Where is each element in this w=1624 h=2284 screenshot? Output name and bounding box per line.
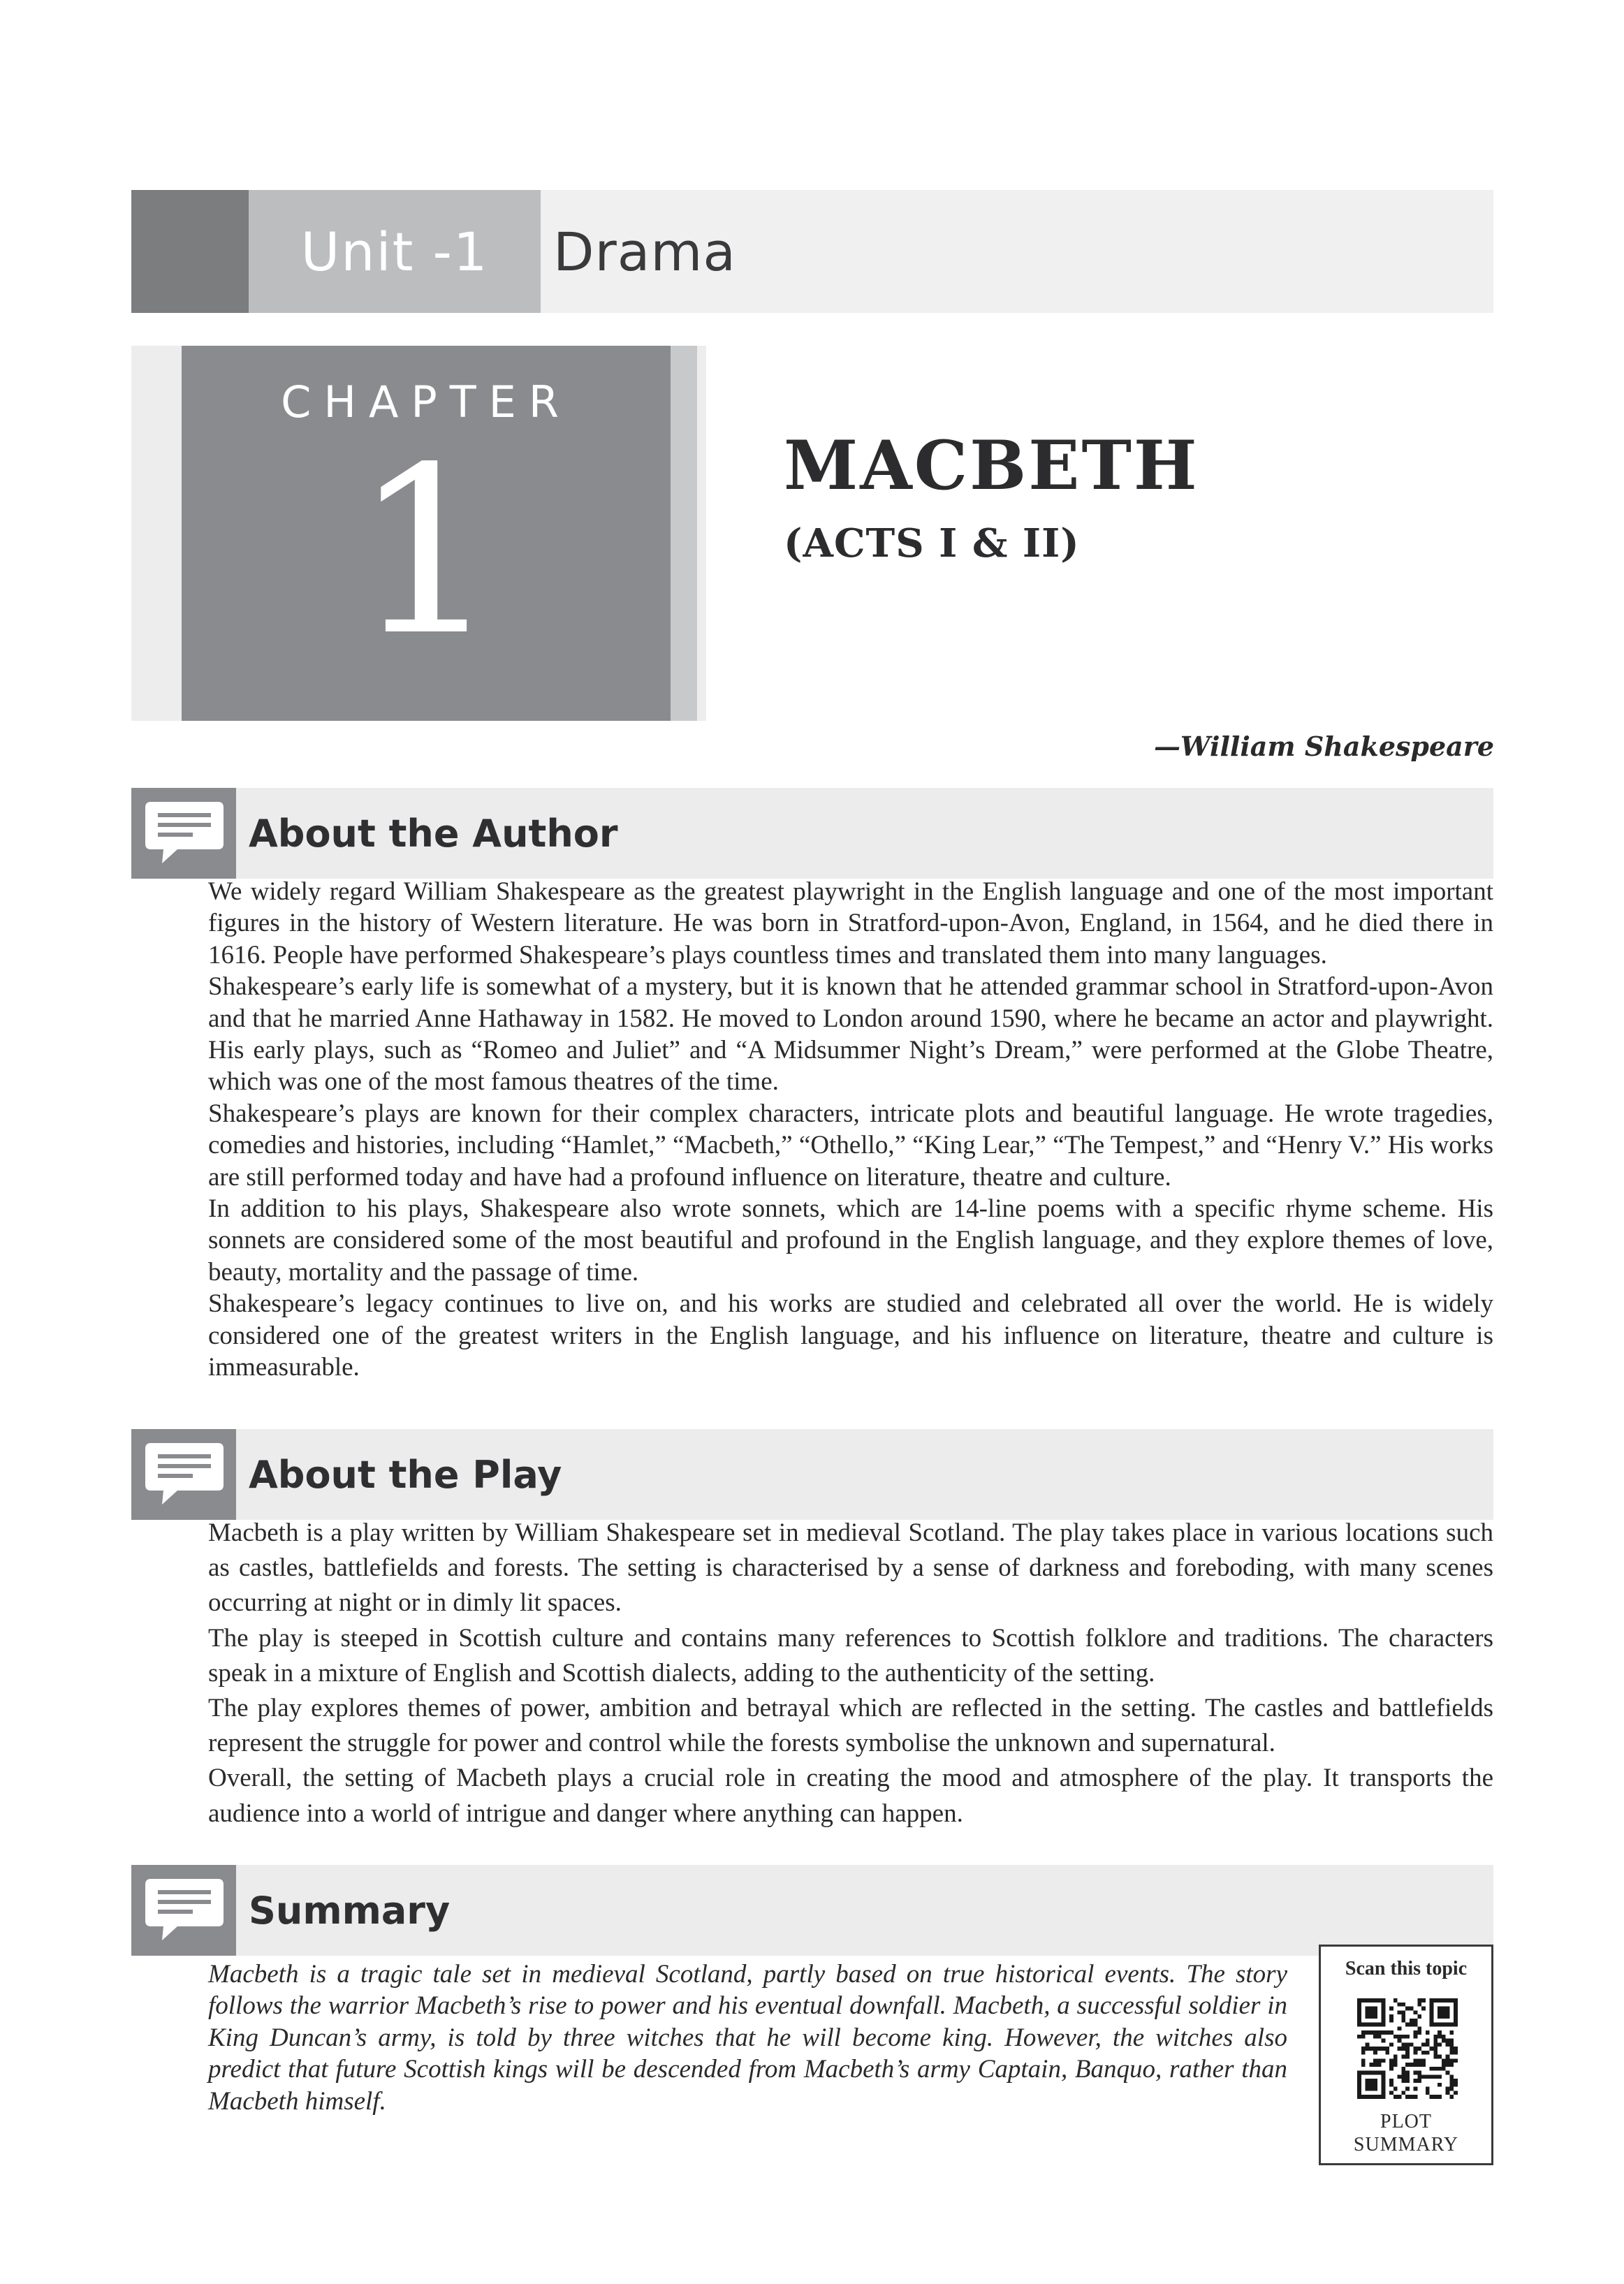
qr-label-line2: SUMMARY [1353, 2134, 1459, 2155]
qr-caption: Scan this topic [1345, 1958, 1468, 1979]
author-credit: —William Shakespeare [1154, 731, 1494, 762]
unit-subject: Drama [553, 220, 736, 283]
section-header-summary [131, 1865, 1493, 1956]
play-paragraph: Overall, the setting of Macbeth plays a crucial role in creating the mood and atmosphere of the play. It transports the audience into a world of intrigue and danger where anything can happen. [208, 1764, 1493, 1828]
speech-bubble-icon [144, 800, 225, 866]
author-paragraph: We widely regard William Shakespeare as the greatest playwright in the English language and one of the most important figures in the history of Western literature. He was born in Stratford-upon-Avon, England, in 1564, and he died there in 1616. People have performed Shakespeare’s plays countless times and translated them into many languages. [208, 877, 1493, 969]
section-title-play: About the Play [249, 1452, 562, 1497]
play-paragraph: Macbeth is a play written by William Shakespeare set in medieval Scotland. The play takes place in various locations such as castles, battlefields and forests. The setting is characterised by a sense of darkness and foreboding, with many scenes occurring at night or in dimly lit spaces. [208, 1518, 1493, 1618]
author-body [208, 876, 1493, 1384]
play-subtitle: (ACTS I & II) [784, 520, 1080, 566]
chapter-strip [671, 346, 697, 721]
chapter-word: CHAPTER [281, 376, 571, 427]
chapter-panel [182, 346, 671, 721]
play-paragraph: The play is steeped in Scottish culture and contains many references to Scottish folklore and traditions. The characters speak in a mixture of English and Scottish dialects, adding to the authenticity of the setting. [208, 1623, 1493, 1688]
qr-label [1321, 2110, 1491, 2156]
play-body [208, 1516, 1493, 1831]
unit-subject-box [541, 190, 1493, 313]
play-paragraph: The play explores themes of power, ambition and betrayal which are reflected in the setting. The castles and battlefields represent the struggle for power and control while the forests symbolise the unknown and supernatural. [208, 1694, 1493, 1758]
unit-label-box [249, 190, 541, 313]
section-title-summary: Summary [249, 1888, 451, 1933]
speech-bubble-icon-box [131, 1865, 236, 1956]
speech-bubble-icon [144, 1442, 225, 1507]
chapter-block [131, 346, 706, 721]
author-paragraph: In addition to his plays, Shakespeare also wrote sonnets, which are 14-line poems with a specific rhyme scheme. His sonnets are considered some of the most beautiful and profound in the English language, and they explore themes of love, beauty, mortality and the passage of time. [208, 1194, 1493, 1287]
section-header-author [131, 788, 1493, 879]
play-title: MACBETH [784, 426, 1199, 505]
speech-bubble-icon-box [131, 788, 236, 879]
qr-label-line1: PLOT [1380, 2111, 1432, 2132]
author-paragraph: Shakespeare’s early life is somewhat of a mystery, but it is known that he attended grammar school in Stratford-upon-Avon and that he married Anne Hathaway in 1582. He moved to London around 1590, where he became an actor and playwright. His early plays, such as “Romeo and Juliet” and “A Midsummer Night’s Dream,” were performed at the Globe Theatre, which was one of the most famous theatres of the time. [208, 972, 1493, 1097]
summary-body: Macbeth is a tragic tale set in medieval Scotland, partly based on true historical events. The story follows the warrior Macbeth’s rise to power and his eventual downfall. Macbeth, a successful soldier in King Duncan’s army, is told by three witches that he will become king. However, the witches also predict that future Scottish kings will be descended from Macbeth’s army Captain, Banquo, rather than Macbeth himself. [208, 1960, 1287, 2116]
unit-label: Unit -1 [300, 220, 489, 283]
author-paragraph: Shakespeare’s legacy continues to live on, and his works are studied and celebrated all over the world. He is widely considered one of the greatest writers in the English language, and his influence on literature, theatre and culture is immeasurable. [208, 1289, 1493, 1382]
chapter-number: 1 [353, 418, 499, 686]
qr-code-icon[interactable] [1357, 1998, 1458, 2099]
speech-bubble-icon-box [131, 1429, 236, 1520]
unit-banner-accent [131, 190, 249, 313]
speech-bubble-icon [144, 1877, 225, 1943]
author-paragraph: Shakespeare’s plays are known for their complex characters, intricate plots and beautiful language. He wrote tragedies, comedies and histories, including “Hamlet,” “Macbeth,” “Othello,” “King Lear,” “The Tempest,” and “Henry V.” His works are still performed today and have had a profound influence on literature, theatre and culture. [208, 1099, 1493, 1192]
section-title-author: About the Author [249, 811, 618, 856]
qr-box[interactable] [1319, 1945, 1493, 2165]
section-header-play [131, 1429, 1493, 1520]
unit-banner [131, 190, 1493, 313]
